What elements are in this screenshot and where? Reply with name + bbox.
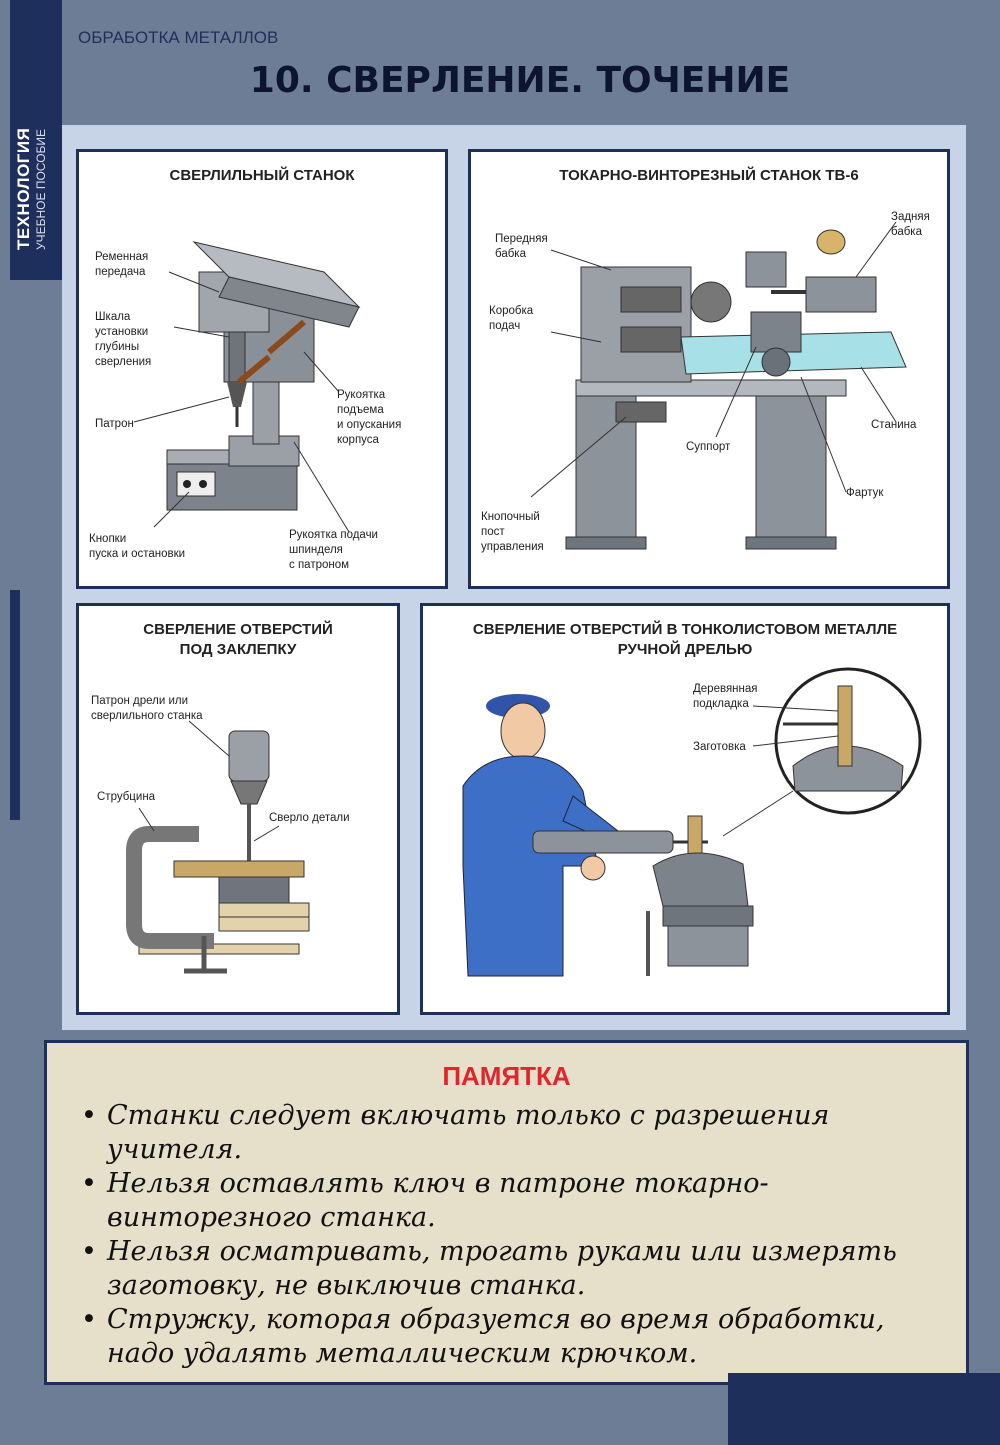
label-apron: Фартук <box>846 487 884 499</box>
memo-item: • Нельзя осматривать, трогать руками или измерять заготовку, не выключив станка. <box>81 1236 897 1301</box>
memo-item: • Станки следует включать только с разрешения учителя. <box>81 1100 830 1165</box>
page-title: 10. СВЕРЛЕНИЕ. ТОЧЕНИЕ <box>249 60 791 101</box>
label-wooden-pad: Деревянная подкладка <box>693 683 758 710</box>
label-chuck: Патрон <box>95 418 134 430</box>
memo-box <box>44 1040 969 1385</box>
label-feed-handle: Рукоятка подачи шпинделя с патроном <box>289 529 378 571</box>
memo-item: • Нельзя оставлять ключ в патроне токарно-винторезного станка. <box>81 1168 769 1233</box>
panel-title: ТОКАРНО-ВИНТОРЕЗНЫЙ СТАНОК ТВ-6 <box>559 167 859 184</box>
memo-bullet: • <box>81 1100 97 1131</box>
panel-thin-sheet-drilling <box>420 603 950 1015</box>
label-belt-drive: Ременная передача <box>95 251 149 278</box>
illustrations-area <box>62 125 966 1030</box>
label-workpiece: Заготовка <box>693 741 746 753</box>
panel-title: СВЕРЛЕНИЕ ОТВЕРСТИЙ ПОД ЗАКЛЕПКУ <box>143 621 333 658</box>
label-control-station: Кнопочный пост управления <box>481 511 544 553</box>
label-tailstock: Задняя бабка <box>891 211 930 238</box>
panel-drill-press <box>76 149 448 589</box>
panel-title: СВЕРЛИЛЬНЫЙ СТАНОК <box>169 167 355 184</box>
rivet-drilling-illustration <box>79 606 397 1012</box>
sidebar-subject: ТЕХНОЛОГИЯ <box>14 127 33 250</box>
label-lift-handle: Рукоятка подъема и опускания корпуса <box>337 389 402 446</box>
label-headstock: Передняя бабка <box>495 233 548 260</box>
memo-bullet: • <box>81 1236 97 1267</box>
panel-title: СВЕРЛЕНИЕ ОТВЕРСТИЙ В ТОНКОЛИСТОВОМ МЕТАЛЛЕ РУЧНОЙ ДРЕЛЬЮ <box>472 621 898 658</box>
side-stripe <box>10 590 20 820</box>
label-drill-chuck: Патрон дрели или сверлильного станка <box>91 695 203 722</box>
memo-list <box>77 1099 937 1371</box>
memo-bullet: • <box>81 1168 97 1199</box>
sidebar-subtitle: УЧЕБНОЕ ПОСОБИЕ <box>34 128 48 250</box>
label-clamp: Струбцина <box>97 791 156 803</box>
label-depth-scale: Шкала установки глубины сверления <box>95 311 152 368</box>
hand-drill-illustration <box>423 606 947 1012</box>
panel-rivet-drilling <box>76 603 400 1015</box>
panel-lathe <box>468 149 950 589</box>
label-feed-gearbox: Коробка подач <box>489 305 534 332</box>
corner-block <box>728 1373 1000 1445</box>
label-carriage: Суппорт <box>686 441 731 453</box>
label-start-stop-buttons: Кнопки пуска и остановки <box>89 533 186 560</box>
memo-bullet: • <box>81 1304 97 1335</box>
memo-title: ПАМЯТКА <box>442 1061 571 1091</box>
label-bed: Станина <box>871 419 917 431</box>
memo-item: • Стружку, которая образуется во время обработки, надо удалять металлическим крючком. <box>81 1304 885 1369</box>
label-drill-bit: Сверло детали <box>269 812 350 824</box>
series-title: ОБРАБОТКА МЕТАЛЛОВ <box>78 28 279 47</box>
